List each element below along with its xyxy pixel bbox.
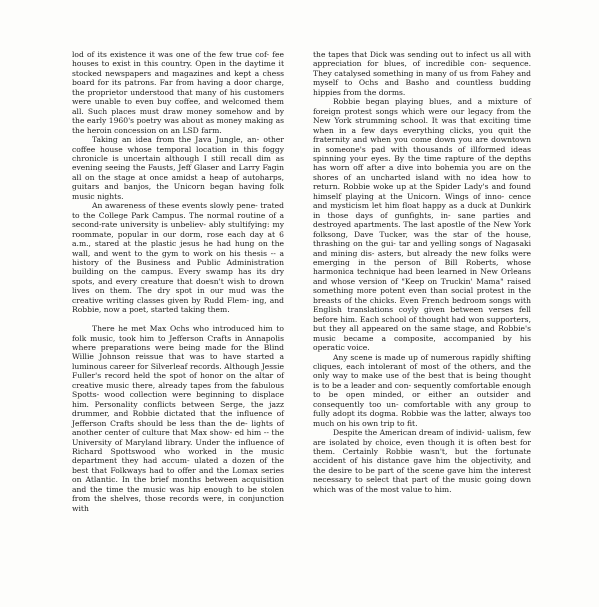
paragraph-right-1: the tapes that Dick was sending out to infect us all with appreciation for blues, of incredible con- sequence. They catalysed something in many of us from Fahey and myself to Ochs and Basho and countless budding hippies from the dorms. [313, 50, 531, 97]
paragraph-left-3: An awareness of these events slowly pene- trated to the College Park Campus. The normal routine of a second-rate university is unbeliev- ably stultifying: my roommate, popular in our dorm, rose each day at 6 a.m., stared at the plastic jesus he had hung on the wall, and went to the gym to work on his thesis -- a history of the Business and Public Administration building on the campus. Every swamp has its dry spots, and every creature that doesn't wish to drown lives on them. The dry spot in our mud was the creative writing classes given by Rudd Flem- ing, and Robbie, now a poet, started taking them. [72, 201, 284, 315]
left-text-column [72, 50, 284, 513]
paragraph-right-4: Despite the American dream of individ- ualism, few are isolated by choice, even though it is often best for them. Certainly Robbie wasn't, but the fortunate accident of his distance gave him the objectivity, and the desire to be part of the scene gave him the interest necessary to select that part of the music going down which was of the most value to him. [313, 428, 531, 494]
paragraph-left-2: Taking an idea from the Java Jungle, an- other coffee house whose temporal location in this foggy chronicle is uncertain although I still recall dim as evening seeing the Fausts, Jeff Glaser and Larry Fagin all on the stage at once amidst a heap of autoharps, guitars and banjos, the Unicorn began having folk music nights. [72, 135, 284, 201]
paragraph-left-4: There he met Max Ochs who introduced him to folk music, took him to Jefferson Crafts in Annapolis where preparations were being made for the Blind Willie Johnson reissue that was to have started a luminous career for Silverleaf records. Although Jessie Fuller's record held the spot of honor on the altar of creative music there, already tapes from the fabulous Spotts- wood collection were beginning to displace him. Personality conflicts between Serge, the jazz drummer, and Robbie dictated that the influence of Jefferson Crafts should be less than the de- lights of another center of culture that Max show- ed him -- the University of Maryland library. Under the influence of Richard Spottswood who worked in the music department they had accum- ulated a dozen of the best that Folkways had to offer and the Lomax series on Atlantic. In the brief months between acquisition and the time the music was hip enough to be stolen from the shelves, those records were, in conjunction with [72, 324, 284, 513]
paragraph-left-1: lod of its existence it was one of the few true cof- fee houses to exist in this country. Open in the daytime it stocked newspapers and magazines and kept a chess board for its patrons. Far from having a door charge, the proprietor understood that many of his customers were unable to even buy coffee, and welcomed them all. Such places must draw money somehow and by the early 1960's poetry was about as money making as the heroin concession on an LSD farm. [72, 50, 284, 135]
paragraph-right-2: Robbie began playing blues, and a mixture of foreign protest songs which were our legacy from the New York strumming school. It was that exciting time when in a few days everything clicks, you quit the fraternity and when you come down you are downtown in someone's pad with thousands of illformed ideas spinning your eyes. By the time rapture of the depths has worn off after a dive into bohemia you are on the shores of an uncharted island with no idea how to return. Robbie woke up at the Spider Lady's and found himself playing at the Unicorn. Wings of inno- cence and mysticism let him float happy as a duck at Dunkirk in those days of gunfights, in- sane parties and destroyed apartments. The last apostle of the New York folksong, Dave Tucker, was the star of the house, thrashing on the gui- tar and yelling songs of Nagasaki and mining dis- asters, but already the new folks were emerging in the person of Bill Roberts, whose harmonica technique had been learned in New Orleans and whose version of "Keep on Truckin' Mama" raised something more potent even than social protest in the breasts of the chicks. Even French bedroom songs with English translations coyly given between verses fell before him. Each school of thought had won supporters, but they all appeared on the same stage, and Robbie's music became a composite, accompanied by his operatic voice. [313, 97, 531, 353]
right-text-column [313, 50, 531, 494]
paragraph-right-3: Any scene is made up of numerous rapidly shifting cliques, each intolerant of most of the others, and the only way to make use of the best that is being thought is to be a leader and con- sequently comfortable enough to be open minded, or either an outsider and consequently too un- comfortable with any group to fully adopt its dogma. Robbie was the latter, always too much on his own trip to fit. [313, 352, 531, 428]
